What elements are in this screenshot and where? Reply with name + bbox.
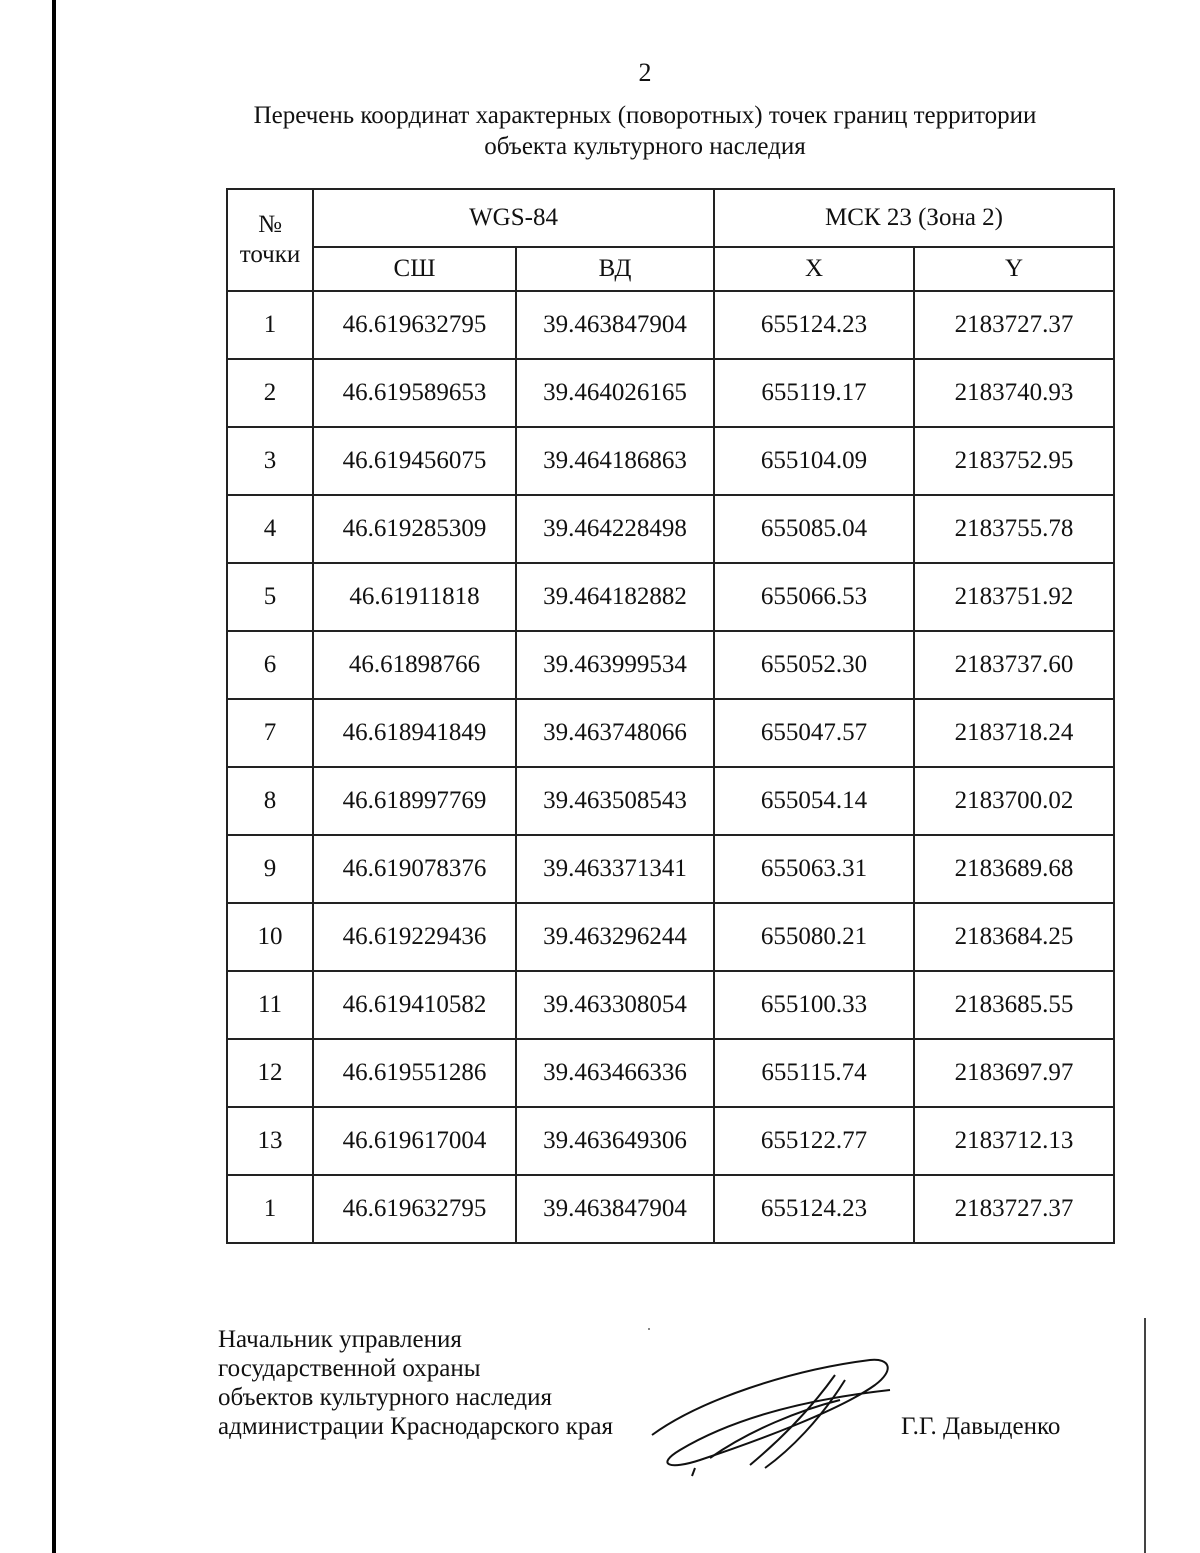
table-header-row	[227, 189, 1114, 247]
latitude-cell: 46.61911818	[313, 563, 516, 631]
table-row	[227, 359, 1114, 427]
table-row	[227, 495, 1114, 563]
y-coordinate-cell: 2183712.13	[914, 1107, 1114, 1175]
y-coordinate-cell: 2183684.25	[914, 903, 1114, 971]
longitude-cell: 39.464182882	[516, 563, 714, 631]
y-coordinate-cell: 2183685.55	[914, 971, 1114, 1039]
coordinates-table	[226, 188, 1115, 1244]
position-line-4: администрации Краснодарского края	[218, 1413, 614, 1440]
x-coordinate-cell: 655115.74	[714, 1039, 914, 1107]
wgs84-header: WGS-84	[313, 189, 714, 247]
point-number-cell: 1	[227, 1175, 313, 1243]
title-line-2: объекта культурного наследия	[484, 133, 806, 160]
x-coordinate-cell: 655066.53	[714, 563, 914, 631]
handwritten-signature	[640, 1340, 910, 1480]
y-coordinate-cell: 2183700.02	[914, 767, 1114, 835]
table-row	[227, 1039, 1114, 1107]
point-number-header: № точки	[227, 189, 313, 291]
latitude-cell: 46.619632795	[313, 291, 516, 359]
point-number-cell: 2	[227, 359, 313, 427]
x-coordinate-cell: 655085.04	[714, 495, 914, 563]
document-title	[195, 100, 1095, 162]
x-header: X	[714, 247, 914, 291]
table-row	[227, 903, 1114, 971]
point-number-cell: 4	[227, 495, 313, 563]
x-coordinate-cell: 655052.30	[714, 631, 914, 699]
x-coordinate-cell: 655100.33	[714, 971, 914, 1039]
msk23-header: МСК 23 (Зона 2)	[714, 189, 1114, 247]
table-row	[227, 427, 1114, 495]
latitude-cell: 46.619078376	[313, 835, 516, 903]
longitude-cell: 39.463649306	[516, 1107, 714, 1175]
point-number-cell: 7	[227, 699, 313, 767]
latitude-cell: 46.619456075	[313, 427, 516, 495]
latitude-cell: 46.619632795	[313, 1175, 516, 1243]
longitude-cell: 39.463847904	[516, 1175, 714, 1243]
y-coordinate-cell: 2183689.68	[914, 835, 1114, 903]
latitude-cell: 46.619410582	[313, 971, 516, 1039]
x-coordinate-cell: 655104.09	[714, 427, 914, 495]
x-coordinate-cell: 655054.14	[714, 767, 914, 835]
point-number-cell: 13	[227, 1107, 313, 1175]
scan-right-edge	[1144, 1318, 1146, 1553]
x-coordinate-cell: 655124.23	[714, 1175, 914, 1243]
point-number-cell: 9	[227, 835, 313, 903]
longitude-cell: 39.463308054	[516, 971, 714, 1039]
y-coordinate-cell: 2183727.37	[914, 1175, 1114, 1243]
table-subheader-row	[227, 247, 1114, 291]
position-line-2: государственной охраны	[218, 1355, 481, 1382]
latitude-cell: 46.618997769	[313, 767, 516, 835]
y-coordinate-cell: 2183755.78	[914, 495, 1114, 563]
point-number-cell: 12	[227, 1039, 313, 1107]
table-body	[227, 291, 1114, 1243]
point-number-cell: 3	[227, 427, 313, 495]
longitude-cell: 39.463296244	[516, 903, 714, 971]
table-row	[227, 1107, 1114, 1175]
y-coordinate-cell: 2183737.60	[914, 631, 1114, 699]
x-coordinate-cell: 655080.21	[714, 903, 914, 971]
page-number: 2	[638, 58, 652, 87]
latitude-cell: 46.619229436	[313, 903, 516, 971]
y-coordinate-cell: 2183727.37	[914, 291, 1114, 359]
latitude-cell: 46.61898766	[313, 631, 516, 699]
point-number-cell: 11	[227, 971, 313, 1039]
longitude-cell: 39.463508543	[516, 767, 714, 835]
y-coordinate-cell: 2183697.97	[914, 1039, 1114, 1107]
title-line-1: Перечень координат характерных (поворотных) точек границ территории	[253, 102, 1037, 129]
table-row	[227, 835, 1114, 903]
x-coordinate-cell: 655122.77	[714, 1107, 914, 1175]
point-number-cell: 10	[227, 903, 313, 971]
position-line-1: Начальник управления	[218, 1326, 462, 1353]
table-row	[227, 699, 1114, 767]
y-coordinate-cell: 2183718.24	[914, 699, 1114, 767]
table-row	[227, 971, 1114, 1039]
table-row	[227, 1175, 1114, 1243]
signer-name: Г.Г. Давыденко	[901, 1413, 1061, 1440]
signatory-position	[218, 1325, 613, 1441]
latitude-cell: 46.618941849	[313, 699, 516, 767]
latitude-header: СШ	[313, 247, 516, 291]
x-coordinate-cell: 655119.17	[714, 359, 914, 427]
point-number-cell: 6	[227, 631, 313, 699]
point-number-cell: 8	[227, 767, 313, 835]
longitude-cell: 39.464228498	[516, 495, 714, 563]
x-coordinate-cell: 655063.31	[714, 835, 914, 903]
longitude-cell: 39.463847904	[516, 291, 714, 359]
latitude-cell: 46.619589653	[313, 359, 516, 427]
latitude-cell: 46.619551286	[313, 1039, 516, 1107]
scan-left-edge	[52, 0, 56, 1553]
longitude-cell: 39.463748066	[516, 699, 714, 767]
latitude-cell: 46.619617004	[313, 1107, 516, 1175]
longitude-cell: 39.464026165	[516, 359, 714, 427]
longitude-cell: 39.463466336	[516, 1039, 714, 1107]
longitude-header: ВД	[516, 247, 714, 291]
position-line-3: объектов культурного наследия	[218, 1384, 552, 1411]
y-header: Y	[914, 247, 1114, 291]
scan-speck	[648, 1328, 650, 1330]
table-row	[227, 563, 1114, 631]
point-number-cell: 1	[227, 291, 313, 359]
latitude-cell: 46.619285309	[313, 495, 516, 563]
y-coordinate-cell: 2183740.93	[914, 359, 1114, 427]
longitude-cell: 39.463999534	[516, 631, 714, 699]
table-row	[227, 631, 1114, 699]
longitude-cell: 39.463371341	[516, 835, 714, 903]
x-coordinate-cell: 655124.23	[714, 291, 914, 359]
y-coordinate-cell: 2183751.92	[914, 563, 1114, 631]
y-coordinate-cell: 2183752.95	[914, 427, 1114, 495]
table-row	[227, 291, 1114, 359]
point-number-cell: 5	[227, 563, 313, 631]
x-coordinate-cell: 655047.57	[714, 699, 914, 767]
longitude-cell: 39.464186863	[516, 427, 714, 495]
table-row	[227, 767, 1114, 835]
